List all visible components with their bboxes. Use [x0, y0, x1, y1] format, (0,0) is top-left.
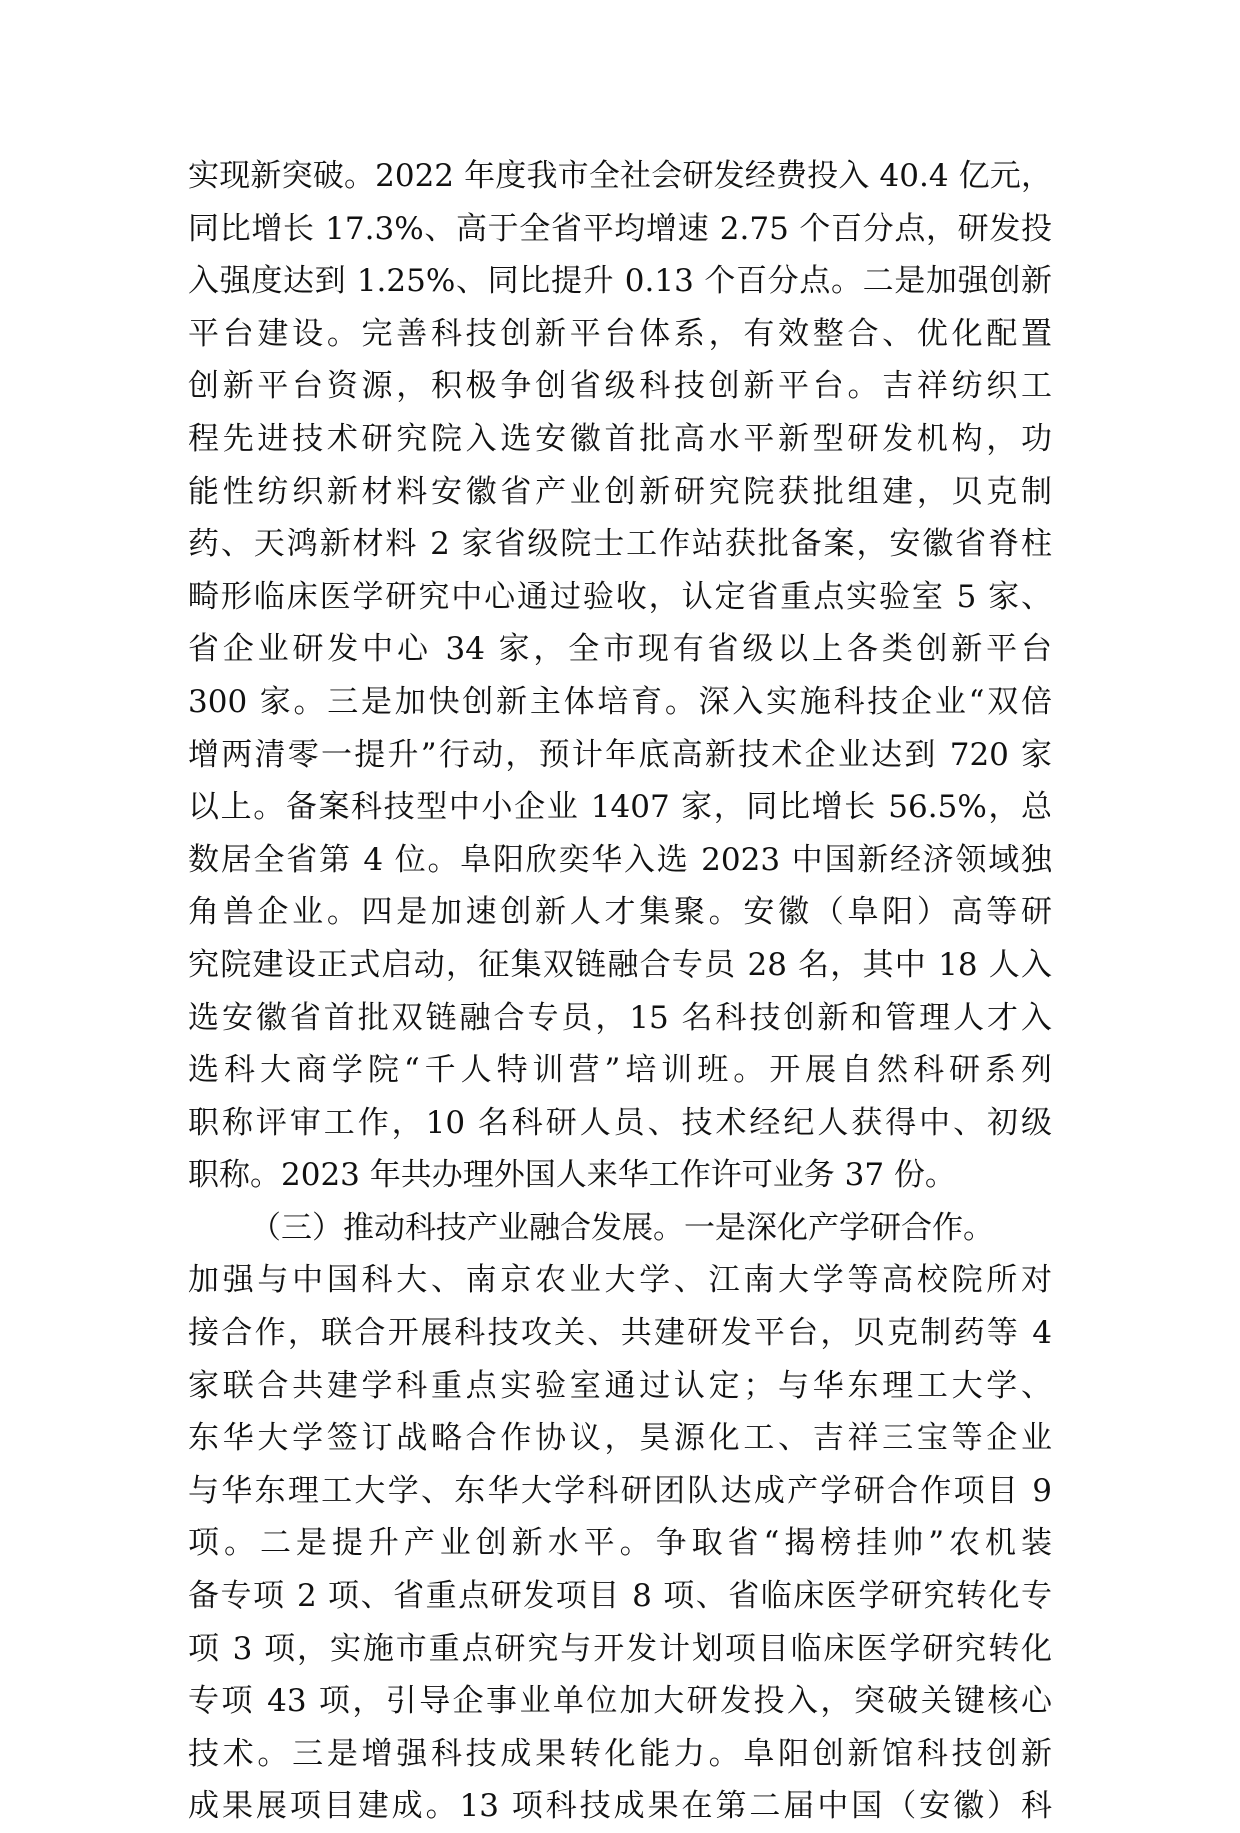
- body-line-24: 家联合共建学科重点实验室通过认定；与华东理工大学、: [188, 1367, 1052, 1404]
- body-line-13: 以上。备案科技型中小企业 1407 家，同比增长 56.5%，总: [188, 789, 1052, 826]
- body-line-14: 数居全省第 4 位。阜阳欣奕华入选 2023 中国新经济领域独: [188, 841, 1052, 878]
- body-line-26: 与华东理工大学、东华大学科研团队达成产学研合作项目 9: [188, 1472, 1052, 1509]
- body-line-17: 选安徽省首批双链融合专员，15 名科技创新和管理人才入: [188, 999, 1052, 1036]
- body-line-31: 技术。三是增强科技成果转化能力。阜阳创新馆科技创新: [188, 1735, 1052, 1772]
- body-line-20: 职称。2023 年共办理外国人来华工作许可业务 37 份。: [188, 1157, 956, 1194]
- body-line-16: 究院建设正式启动，征集双链融合专员 28 名，其中 18 人入: [188, 946, 1052, 983]
- body-line-25: 东华大学签订战略合作协议，昊源化工、吉祥三宝等企业: [188, 1420, 1052, 1457]
- document-body: [188, 150, 1052, 1833]
- body-line-22: 加强与中国科大、南京农业大学、江南大学等高校院所对: [188, 1262, 1052, 1299]
- body-line-12: 增两清零一提升”行动，预计年底高新技术企业达到 720 家: [188, 736, 1052, 773]
- body-line-28: 备专项 2 项、省重点研发项目 8 项、省临床医学研究转化专: [188, 1578, 1052, 1615]
- body-line-4: 平台建设。完善科技创新平台体系，有效整合、优化配置: [188, 315, 1052, 352]
- body-line-18: 选科大商学院“千人特训营”培训班。开展自然科研系列: [188, 1052, 1052, 1089]
- body-line-8: 药、天鸿新材料 2 家省级院士工作站获批备案，安徽省脊柱: [188, 526, 1052, 563]
- section-heading-line: （三）推动科技产业融合发展。一是深化产学研合作。: [250, 1209, 994, 1246]
- body-line-7: 能性纺织新材料安徽省产业创新研究院获批组建，贝克制: [188, 473, 1052, 510]
- body-line-11: 300 家。三是加快创新主体培育。深入实施科技企业“双倍: [188, 683, 1052, 720]
- body-line-1: 实现新突破。2022 年度我市全社会研发经费投入 40.4 亿元，: [188, 158, 1052, 194]
- body-line-29: 项 3 项，实施市重点研究与开发计划项目临床医学研究转化: [188, 1630, 1052, 1667]
- body-line-23: 接合作，联合开展科技攻关、共建研发平台，贝克制药等 4: [188, 1315, 1052, 1352]
- body-line-2: 同比增长 17.3%、高于全省平均增速 2.75 个百分点，研发投: [188, 210, 1052, 247]
- body-line-3: 入强度达到 1.25%、同比提升 0.13 个百分点。二是加强创新: [188, 263, 1052, 300]
- body-line-32: 成果展项目建成。13 项科技成果在第二届中国（安徽）科: [188, 1788, 1052, 1825]
- body-line-9: 畸形临床医学研究中心通过验收，认定省重点实验室 5 家、: [188, 578, 1052, 615]
- body-line-6: 程先进技术研究院入选安徽首批高水平新型研发机构，功: [188, 420, 1052, 457]
- body-line-30: 专项 43 项，引导企事业单位加大研发投入，突破关键核心: [188, 1683, 1052, 1720]
- body-line-10: 省企业研发中心 34 家，全市现有省级以上各类创新平台: [188, 631, 1052, 668]
- body-line-5: 创新平台资源，积极争创省级科技创新平台。吉祥纺织工: [188, 368, 1052, 405]
- body-line-27: 项。二是提升产业创新水平。争取省“揭榜挂帅”农机装: [188, 1525, 1052, 1562]
- body-line-19: 职称评审工作，10 名科研人员、技术经纪人获得中、初级: [188, 1104, 1052, 1141]
- body-line-15: 角兽企业。四是加速创新人才集聚。安徽（阜阳）高等研: [188, 894, 1052, 931]
